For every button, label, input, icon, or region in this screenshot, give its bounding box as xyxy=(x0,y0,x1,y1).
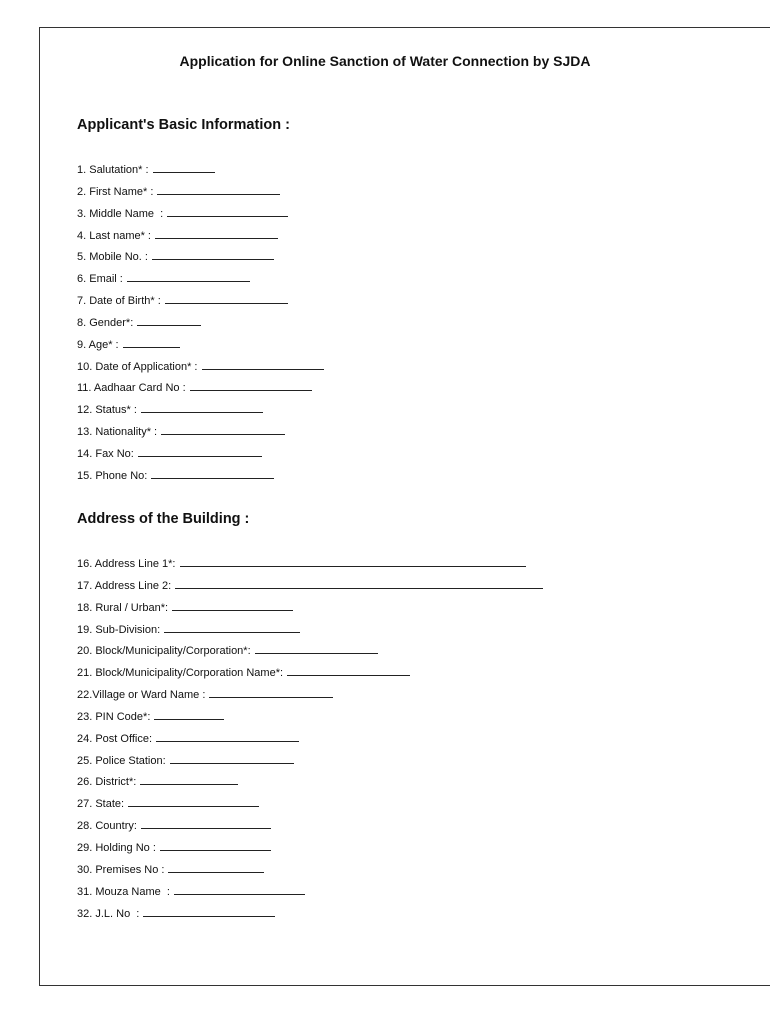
form-field-row xyxy=(77,313,324,335)
field-blank-line[interactable] xyxy=(154,710,224,720)
form-field-row xyxy=(77,882,543,904)
field-blank-line[interactable] xyxy=(151,469,274,479)
field-blank-line[interactable] xyxy=(156,732,299,742)
field-blank-line[interactable] xyxy=(180,557,526,567)
field-blank-line[interactable] xyxy=(287,666,410,676)
field-blank-line[interactable] xyxy=(202,360,324,370)
field-label: 28. Country: xyxy=(77,820,140,833)
field-label: 9. Age* : xyxy=(77,338,122,351)
form-field-row xyxy=(77,816,543,838)
field-label: 10. Date of Application* : xyxy=(77,360,201,373)
form-field-row xyxy=(77,182,324,204)
form-field-row xyxy=(77,160,324,182)
field-label: 5. Mobile No. : xyxy=(77,251,151,264)
field-blank-line[interactable] xyxy=(174,885,305,895)
form-field-row xyxy=(77,466,324,488)
form-field-row xyxy=(77,860,543,882)
field-label: 22.Village or Ward Name : xyxy=(77,689,209,702)
section-heading-basic-info: Applicant's Basic Information : xyxy=(77,117,290,133)
field-blank-line[interactable] xyxy=(141,819,271,829)
form-field-row xyxy=(77,357,324,379)
field-blank-line[interactable] xyxy=(175,579,543,589)
field-blank-line[interactable] xyxy=(127,272,250,282)
field-label: 6. Email : xyxy=(77,273,126,286)
field-blank-line[interactable] xyxy=(190,381,312,391)
field-label: 4. Last name* : xyxy=(77,229,155,242)
form-field-row xyxy=(77,444,324,466)
field-label: 21. Block/Municipality/Corporation Name*: xyxy=(77,667,287,680)
form-field-row xyxy=(77,838,543,860)
form-field-row xyxy=(77,772,543,794)
field-label: 30. Premises No : xyxy=(77,863,168,876)
field-label: 1. Salutation* : xyxy=(77,164,152,176)
field-blank-line[interactable] xyxy=(143,907,275,917)
field-blank-line[interactable] xyxy=(170,754,294,764)
field-label: 29. Holding No : xyxy=(77,841,159,854)
field-blank-line[interactable] xyxy=(161,425,285,435)
form-field-row xyxy=(77,620,543,642)
form-field-row xyxy=(77,269,324,291)
form-field-row xyxy=(77,204,324,226)
field-label: 2. First Name* : xyxy=(77,185,157,198)
field-blank-line[interactable] xyxy=(128,797,259,807)
field-label: 20. Block/Municipality/Corporation*: xyxy=(77,645,254,658)
field-label: 27. State: xyxy=(77,798,128,811)
field-label: 19. Sub-Division: xyxy=(77,623,164,636)
document-title: Application for Online Sanction of Water Connection by SJDA xyxy=(179,53,591,69)
form-field-row xyxy=(77,247,324,269)
field-label: 24. Post Office: xyxy=(77,732,156,745)
field-blank-line[interactable] xyxy=(160,841,271,851)
field-blank-line[interactable] xyxy=(209,688,333,698)
field-blank-line[interactable] xyxy=(137,316,201,326)
field-label: 31. Mouza Name : xyxy=(77,885,173,898)
form-field-row xyxy=(77,400,324,422)
field-label: 15. Phone No: xyxy=(77,469,151,482)
field-label: 32. J.L. No : xyxy=(77,907,143,920)
field-label: 11. Aadhaar Card No : xyxy=(77,382,189,395)
form-field-row xyxy=(77,904,543,926)
form-field-row xyxy=(77,663,543,685)
field-blank-line[interactable] xyxy=(155,229,278,239)
field-blank-line[interactable] xyxy=(138,447,262,457)
field-blank-line[interactable] xyxy=(165,294,288,304)
form-field-row xyxy=(77,641,543,663)
form-field-row xyxy=(77,576,543,598)
form-field-row xyxy=(77,226,324,248)
field-label: 3. Middle Name : xyxy=(77,207,167,220)
field-label: 7. Date of Birth* : xyxy=(77,295,164,308)
field-blank-line[interactable] xyxy=(152,250,274,260)
form-field-row xyxy=(77,422,324,444)
field-label: 13. Nationality* : xyxy=(77,426,161,439)
field-blank-line[interactable] xyxy=(172,601,293,611)
field-blank-line[interactable] xyxy=(164,623,300,633)
field-label: 16. Address Line 1*: xyxy=(77,558,179,570)
field-label: 8. Gender*: xyxy=(77,316,137,329)
form-field-row xyxy=(77,598,543,620)
section-heading-building-address: Address of the Building : xyxy=(77,511,250,527)
field-blank-line[interactable] xyxy=(123,338,180,348)
field-blank-line[interactable] xyxy=(140,775,238,785)
form-field-row xyxy=(77,707,543,729)
form-field-row xyxy=(77,291,324,313)
field-label: 18. Rural / Urban*: xyxy=(77,601,172,614)
field-label: 23. PIN Code*: xyxy=(77,710,154,723)
field-blank-line[interactable] xyxy=(157,185,280,195)
form-field-row xyxy=(77,794,543,816)
field-label: 26. District*: xyxy=(77,776,140,789)
form-field-row xyxy=(77,378,324,400)
form-field-row xyxy=(77,554,543,576)
field-blank-line[interactable] xyxy=(141,403,263,413)
form-field-row xyxy=(77,751,543,773)
field-label: 17. Address Line 2: xyxy=(77,579,175,592)
form-field-row xyxy=(77,729,543,751)
field-label: 14. Fax No: xyxy=(77,447,137,460)
field-blank-line[interactable] xyxy=(167,207,288,217)
building-address-field-list xyxy=(77,554,543,925)
field-label: 12. Status* : xyxy=(77,404,140,417)
field-blank-line[interactable] xyxy=(168,863,264,873)
field-blank-line[interactable] xyxy=(153,163,215,173)
form-field-row xyxy=(77,685,543,707)
field-label: 25. Police Station: xyxy=(77,754,169,767)
basic-info-field-list xyxy=(77,160,324,488)
form-field-row xyxy=(77,335,324,357)
field-blank-line[interactable] xyxy=(255,644,378,654)
